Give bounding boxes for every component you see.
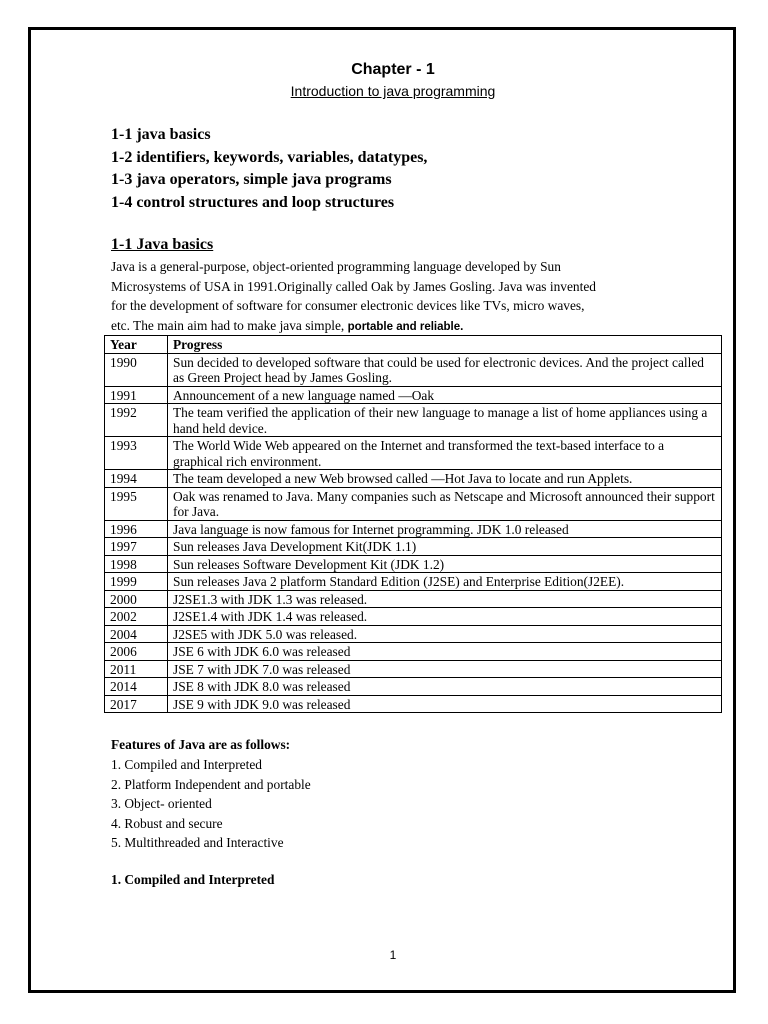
table-of-contents [111,124,427,214]
year-cell: 2004 [105,625,168,643]
progress-cell: J2SE1.3 with JDK 1.3 was released. [168,590,722,608]
table-header-row [105,336,722,354]
year-cell: 1997 [105,538,168,556]
progress-cell: JSE 8 with JDK 8.0 was released [168,678,722,696]
progress-cell: J2SE5 with JDK 5.0 was released. [168,625,722,643]
feature-item: 1. Compiled and Interpreted [111,757,262,772]
progress-cell: Sun releases Java 2 platform Standard Edition (J2SE) and Enterprise Edition(J2EE). [168,573,722,591]
chapter-title: Chapter - 1 [351,61,435,78]
table-row [105,386,722,404]
progress-cell: JSE 7 with JDK 7.0 was released [168,660,722,678]
sub-heading: 1. Compiled and Interpreted [111,872,275,887]
feature-item: 2. Platform Independent and portable [111,776,311,792]
table-row [105,643,722,661]
table-row [105,470,722,488]
progress-cell: The team developed a new Web browsed called —Hot Java to locate and run Applets. [168,470,722,488]
table-row [105,660,722,678]
intro-line: Microsystems of USA in 1991.Originally called Oak by James Gosling. Java was invented [111,278,596,294]
progress-cell: Java language is now famous for Internet programming. JDK 1.0 released [168,520,722,538]
table-row [105,625,722,643]
table-row [105,608,722,626]
year-cell: 2017 [105,695,168,713]
features-list [111,755,311,853]
year-cell: 1995 [105,487,168,520]
feature-item: 3. Object- oriented [111,796,212,811]
progress-cell: Sun decided to developed software that could be used for electronic devices. And the project called as Green Project head by James Gosling. [168,353,722,386]
toc-item: 1-2 identifiers, keywords, variables, datatypes, [111,148,428,166]
table-row [105,695,722,713]
year-cell: 1993 [105,437,168,470]
table-row [105,590,722,608]
year-cell: 2006 [105,643,168,661]
year-cell: 1999 [105,573,168,591]
table-row [105,555,722,573]
progress-cell: JSE 9 with JDK 9.0 was released [168,695,722,713]
progress-cell: Announcement of a new language named —Oak [168,386,722,404]
java-history-table [104,335,722,713]
year-cell: 2011 [105,660,168,678]
table-row [105,437,722,470]
table-row [105,353,722,386]
intro-emphasis: portable and reliable. [347,320,464,333]
table-row [105,573,722,591]
year-cell: 1996 [105,520,168,538]
table-row [105,520,722,538]
features-heading: Features of Java are as follows: [111,737,291,752]
year-cell: 1992 [105,404,168,437]
year-cell: 1998 [105,555,168,573]
year-cell: 1994 [105,470,168,488]
year-header: Year [105,336,168,354]
feature-item: 5. Multithreaded and Interactive [111,835,284,850]
intro-paragraph [111,257,711,337]
year-cell: 2000 [105,590,168,608]
intro-line: for the development of software for consumer electronic devices like TVs, micro waves, [111,298,585,313]
toc-item: 1-1 java basics [111,126,211,143]
progress-cell: Oak was renamed to Java. Many companies such as Netscape and Microsoft announced their support for Java. [168,487,722,520]
toc-item: 1-4 control structures and loop structures [111,193,395,211]
chapter-subtitle: Introduction to java programming [290,83,496,99]
table-row [105,678,722,696]
toc-item: 1-3 java operators, simple java programs [111,171,392,189]
year-cell: 2014 [105,678,168,696]
feature-item: 4. Robust and secure [111,815,223,831]
progress-cell: J2SE1.4 with JDK 1.4 was released. [168,608,722,626]
progress-cell: Sun releases Software Development Kit (JDK 1.2) [168,555,722,573]
year-cell: 1991 [105,386,168,404]
progress-header: Progress [168,336,722,354]
table-row [105,404,722,437]
table-row [105,487,722,520]
progress-cell: Sun releases Java Development Kit(JDK 1.1) [168,538,722,556]
year-cell: 1990 [105,353,168,386]
intro-line: Java is a general-purpose, object-oriented programming language developed by Sun [111,259,561,274]
intro-last-text: etc. The main aim had to make java simple, [111,317,345,333]
section-heading: 1-1 Java basics [111,236,214,253]
progress-cell: The World Wide Web appeared on the Internet and transformed the text-based interface to a graphical rich environment. [168,437,722,470]
table-row [105,538,722,556]
progress-cell: The team verified the application of their new language to manage a list of home appliances using a hand held device. [168,404,722,437]
progress-cell: JSE 6 with JDK 6.0 was released [168,643,722,661]
page-number: 1 [389,948,397,962]
year-cell: 2002 [105,608,168,626]
intro-line-last [111,316,711,338]
